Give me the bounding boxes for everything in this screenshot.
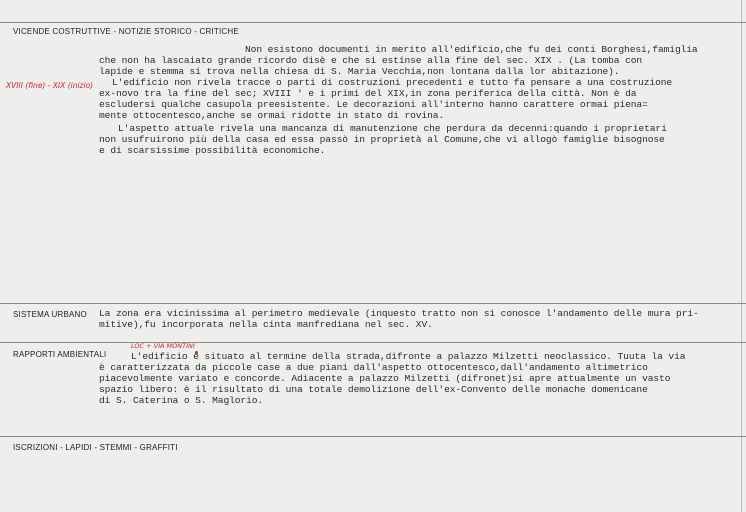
iscrizioni-rule — [0, 436, 746, 437]
section-label-rapporti: RAPPORTI AMBIENTALI — [13, 350, 107, 359]
vicende-line-1: Non esistono documenti in merito all'edificio,che fu dei conti Borghesi,famiglia — [245, 44, 698, 55]
rapporti-rule — [0, 342, 746, 343]
vicende-line-3: lapide e stemma si trova nella chiesa di S. Maria Vecchia,non lontana dalla lor abitazione). — [99, 66, 620, 77]
handwritten-location-note: LOC + VIA MONTINI — [131, 342, 195, 350]
vicende-line-9: non usufruirono più della casa ed essa passò in proprietà al Comune,che vi allogò famiglie bisognose — [99, 134, 665, 145]
section-label-sistema: SISTEMA URBANO — [13, 310, 87, 319]
vicende-line-5: ex-novo tra la fine del sec; XVIII ' e i primi del XIX,in zona periferica della città. Non è da — [99, 88, 637, 99]
section-label-vicende: VICENDE COSTRUTTIVE - NOTIZIE STORICO - CRITICHE — [13, 27, 239, 36]
vicende-line-8: L'aspetto attuale rivela una mancanza di manutenzione che perdura da decenni:quando i proprietari — [118, 123, 667, 134]
rapporti-line-3: piacevolmente variato e concorde. Adiacente a palazzo Milzetti (difronet)si apre attualmente un vasto — [99, 373, 671, 384]
top-rule — [0, 22, 746, 23]
rapporti-line-2: è caratterizzata da piccole case a due piani dall'aspetto ottocentesco,dall'andamento altimetrico — [99, 362, 648, 373]
section-label-iscrizioni: ISCRIZIONI - LAPIDI - STEMMI - GRAFFITI — [13, 443, 178, 452]
vicende-line-4: L'edificio non rivela tracce o parti di costruzioni precedenti e tutto fa pensare a una costruzione — [112, 77, 673, 88]
handwritten-date-note: XVIII (fine) - XIX (inizio) — [6, 81, 94, 90]
sistema-line-2: mitive),fu incorporata nella cinta manfrediana nel sec. XV. — [99, 319, 433, 330]
vicende-line-10: e di scarsissime possibilità economiche. — [99, 145, 326, 156]
rapporti-line-5: di S. Caterina o S. Maglorio. — [99, 395, 264, 406]
rapporti-line-1: L'edificio è situato al termine della strada,difronte a palazzo Milzetti neoclassico. Tuuta la via — [131, 351, 686, 362]
rapporti-line-4: spazio libero: è il risultato di una totale demolizione dell'ex-Convento delle monache domenicane — [99, 384, 648, 395]
vicende-line-6: escludersi qualche casupola preesistente. Le decorazioni all'interno hanno carattere ormai piena= — [99, 99, 648, 110]
vicende-line-2: che non ha lascaiato grande ricordo disè e che si estinse alla fine del sec. XIX . (La tomba con — [99, 55, 643, 66]
sistema-rule — [0, 303, 746, 304]
vicende-line-7: mente ottocentesco,anche se ormai ridotte in stato di rovina. — [99, 110, 445, 121]
sistema-line-1: La zona era vicinissima al perimetro medievale (inquesto tratto non si conosce l'andamento delle mura pri- — [99, 308, 699, 319]
